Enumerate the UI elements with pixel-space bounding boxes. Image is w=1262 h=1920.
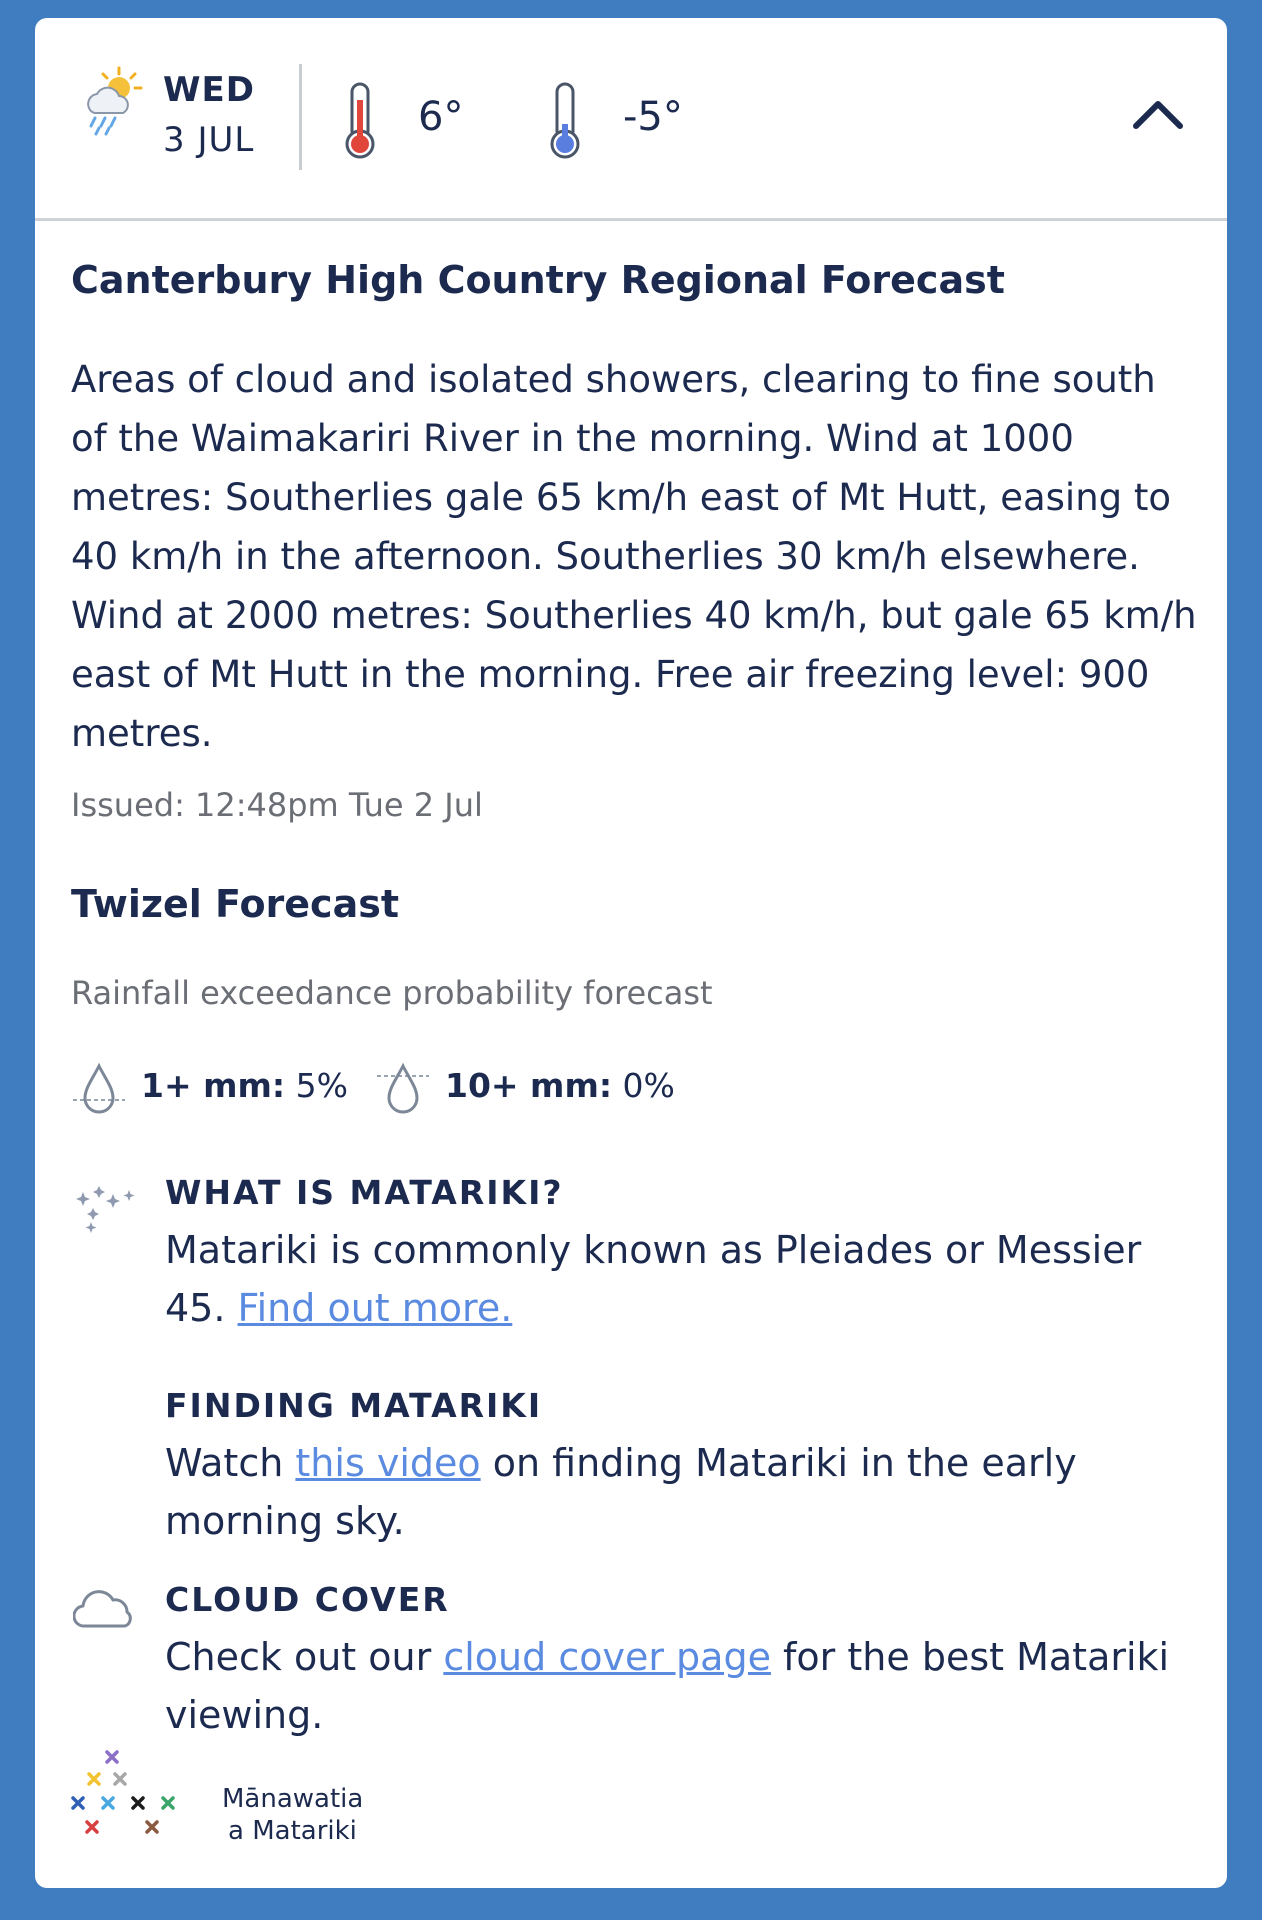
cloud-cover-heading: CLOUD COVER [165, 1580, 450, 1619]
temp-high: 6° [418, 94, 464, 140]
what-is-matariki-heading: WHAT IS MATARIKI? [165, 1173, 564, 1212]
raindrop-icon [375, 1060, 431, 1116]
finding-matariki-text [165, 1434, 1205, 1550]
sun-cloud-rain-icon [79, 64, 143, 136]
forecast-card [35, 18, 1227, 1888]
regional-forecast-title: Canterbury High Country Regional Forecast [71, 258, 1005, 302]
thermometer-cold-icon [547, 80, 583, 162]
day-name: WED [163, 70, 255, 110]
cloud-text-after: for the best Matariki viewing. [165, 1635, 1170, 1737]
cloud-icon [73, 1586, 137, 1630]
regional-forecast-text: Areas of cloud and isolated showers, clearing to fine south of the Waimakariri River in the morning. Wind at 1000 metres: Southerlies gale 65 km/h east of Mt Hutt, easing to 40 km/h in the afternoon. Southerlies 30 km/h elsewhere. Wind at 2000 metres: Southerlies 40 km/h, but gale 65 km/h east of Mt Hutt in the morning. Free air freezing level: 900 metres. [71, 358, 1197, 755]
chevron-up-icon[interactable] [1130, 94, 1186, 134]
find-out-more-link[interactable]: Find out more. [237, 1286, 513, 1330]
rain-label [141, 1066, 348, 1105]
twizel-forecast-title: Twizel Forecast [71, 882, 400, 926]
logo-line-2: a Matariki [228, 1816, 357, 1846]
rain-value: 0% [622, 1066, 675, 1105]
header-divider [299, 64, 302, 170]
rain-threshold: 1+ mm: [141, 1066, 286, 1105]
what-is-matariki-text [165, 1221, 1205, 1337]
cloud-text-before: Check out our [165, 1635, 432, 1679]
day-date: 3 JUL [163, 120, 255, 160]
rain-label [445, 1066, 675, 1105]
finding-text-after: on finding Matariki in the early morning sky. [165, 1441, 1077, 1543]
raindrop-icon [71, 1060, 127, 1116]
thermometer-hot-icon [342, 80, 378, 162]
this-video-link[interactable]: this video [295, 1441, 481, 1485]
matariki-description: Matariki is commonly known as Pleiades or Messier 45. [165, 1228, 1142, 1330]
cloud-cover-page-link[interactable]: cloud cover page [443, 1635, 771, 1679]
rainfall-subtitle: Rainfall exceedance probability forecast [71, 974, 713, 1012]
issued-timestamp: Issued: 12:48pm Tue 2 Jul [71, 786, 483, 824]
rain-threshold: 10+ mm: [445, 1066, 613, 1105]
finding-text-before: Watch [165, 1441, 284, 1485]
matariki-logo-icon [69, 1748, 199, 1860]
day-header[interactable] [35, 18, 1227, 221]
stars-icon [73, 1178, 139, 1234]
rain-value: 5% [295, 1066, 348, 1105]
temp-low: -5° [623, 94, 683, 140]
finding-matariki-heading: FINDING MATARIKI [165, 1386, 543, 1425]
cloud-cover-text [165, 1628, 1205, 1744]
matariki-logo-text [222, 1783, 363, 1847]
logo-line-1: Mānawatia [222, 1784, 364, 1814]
